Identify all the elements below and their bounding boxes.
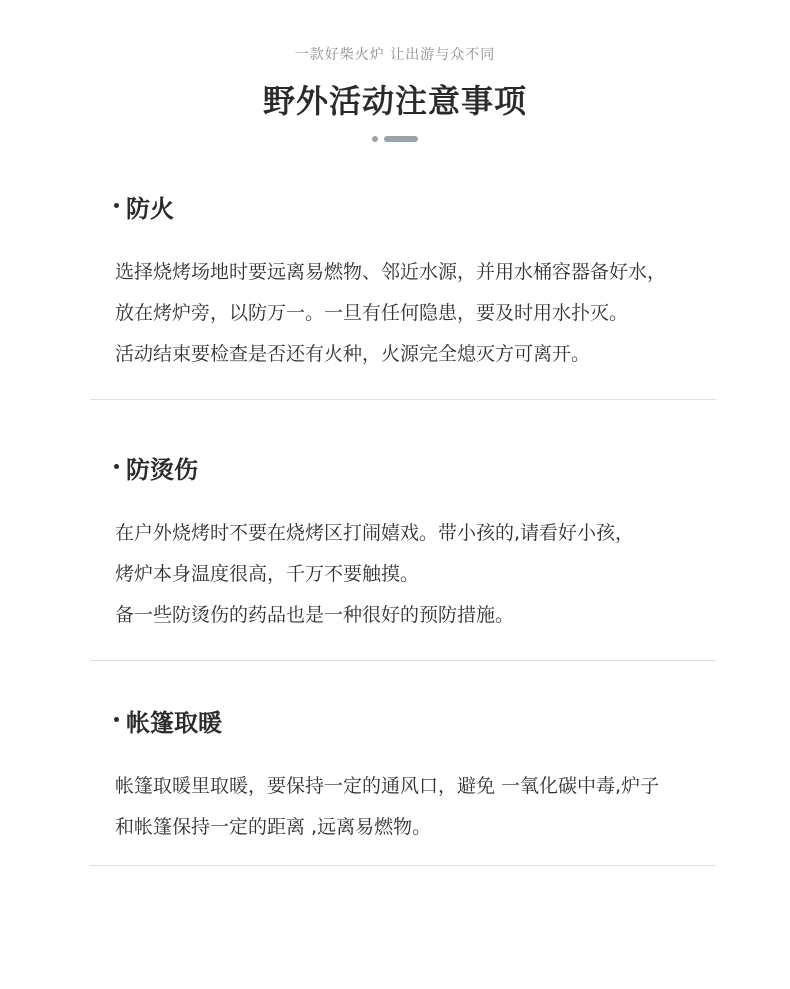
body-line: 和帐篷保持一定的距离 ,远离易燃物。 [115, 816, 432, 838]
decoration-dot [372, 136, 378, 142]
section-body [115, 252, 715, 375]
section-divider [90, 865, 716, 866]
bullet-dot [114, 464, 119, 469]
section-heading [114, 194, 174, 224]
body-line: 在户外烧烤时不要在烧烤区打闹嬉戏。带小孩的,请看好小孩， [115, 522, 635, 544]
decoration-bar [384, 136, 418, 142]
section-body [115, 513, 715, 636]
body-line: 活动结束要检查是否还有火种，火源完全熄灭方可离开。 [115, 343, 591, 365]
bullet-dot [114, 203, 119, 208]
body-line: 选择烧烤场地时要远离易燃物、邻近水源，并用水桶容器备好水， [115, 261, 667, 283]
section-title: 防烫伤 [126, 456, 198, 484]
body-line: 帐篷取暖里取暖，要保持一定的通风口，避免 一氧化碳中毒,炉子 [115, 775, 660, 797]
title-decoration [372, 136, 420, 142]
section-title: 帐篷取暖 [126, 709, 222, 737]
section-divider [90, 660, 716, 661]
body-line: 放在烤炉旁，以防万一。一旦有任何隐患，要及时用水扑灭。 [115, 302, 629, 324]
section-heading [114, 455, 198, 485]
body-line: 备一些防烫伤的药品也是一种很好的预防措施。 [115, 604, 515, 626]
section-body [115, 766, 715, 848]
page-subtitle: 一款好柴火炉 让出游与众不同 [294, 47, 496, 63]
page-title: 野外活动注意事项 [262, 82, 527, 120]
section-title: 防火 [126, 195, 174, 223]
section-divider [90, 399, 716, 400]
bullet-dot [114, 717, 119, 722]
body-line: 烤炉本身温度很高，千万不要触摸。 [115, 563, 420, 585]
section-heading [114, 708, 222, 738]
